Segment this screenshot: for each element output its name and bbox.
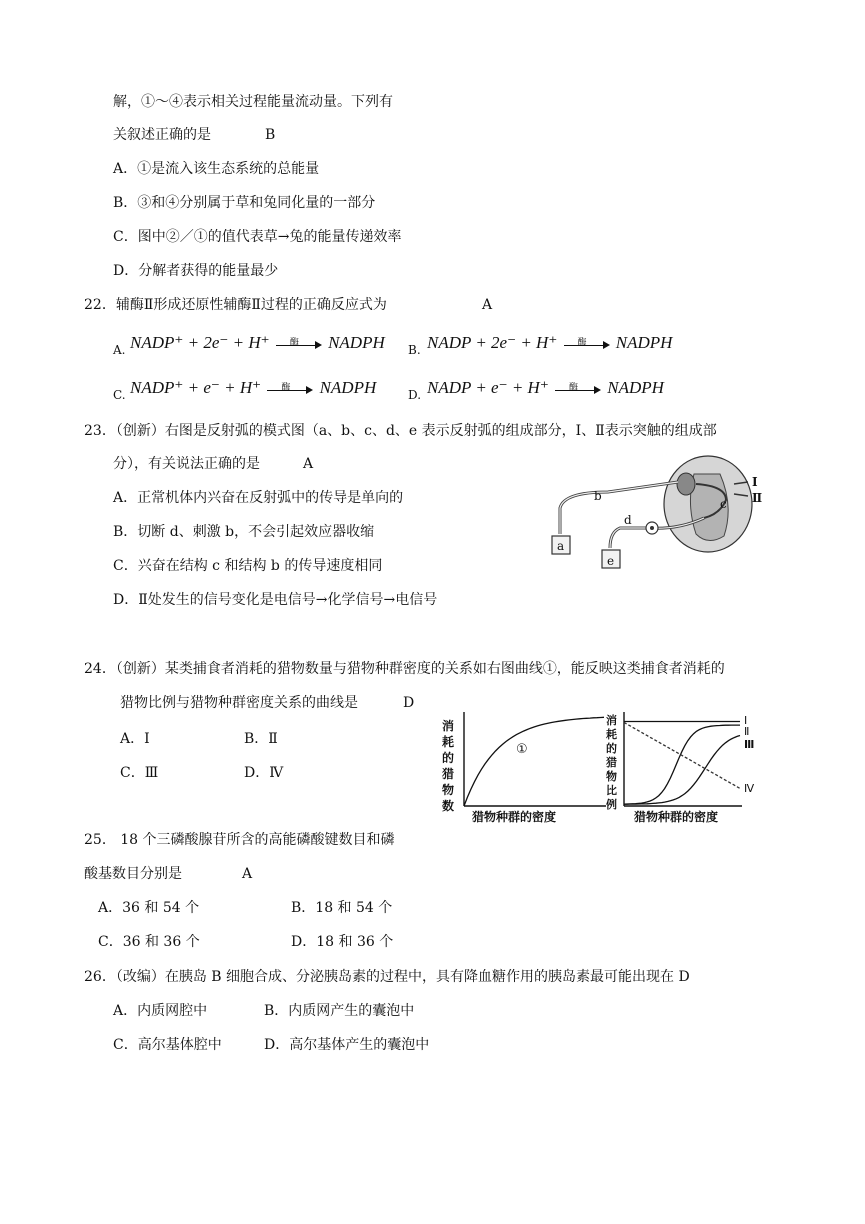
series-line-4 xyxy=(624,722,740,788)
label-b: b xyxy=(594,489,602,503)
chart2-legend-IV: Ⅳ xyxy=(744,782,755,795)
reflex-arc-figure xyxy=(548,452,770,574)
q22-product-d: NADPH xyxy=(607,378,664,397)
chart1-ylabel: 消耗的猎物数 xyxy=(442,719,455,813)
q22-equation-d xyxy=(427,377,664,399)
q24-option-a: A．Ⅰ xyxy=(120,731,150,747)
chart2-legend-I: Ⅰ xyxy=(744,714,748,727)
q25-option-b: B．18 和 54 个 xyxy=(291,900,393,916)
label-a: a xyxy=(557,539,565,553)
enzyme-label: 酶 xyxy=(577,337,587,348)
q22-lhs-b: NADP + 2e⁻ + H⁺ xyxy=(427,333,558,352)
chart2-svg xyxy=(604,706,776,824)
enzyme-label: 酶 xyxy=(281,382,291,393)
chart-consumed-prey xyxy=(438,706,610,824)
q21-option-b: B．③和④分别属于草和兔同化量的一部分 xyxy=(113,195,376,211)
q21-answer: B xyxy=(265,127,276,143)
chart2-legend-II: Ⅱ xyxy=(744,725,750,738)
q22-label-c: C. xyxy=(113,388,126,402)
enzyme-label: 酶 xyxy=(289,337,299,348)
q26-stem: 26．（改编）在胰岛 B 细胞合成、分泌胰岛素的过程中，具有降血糖作用的胰岛素最可能出现在 D xyxy=(84,969,690,985)
q23-option-b: B．切断 d、刺激 b，不会引起效应器收缩 xyxy=(113,524,375,540)
q21-stem-line1: 解，①～④表示相关过程能量流动量。下列有 xyxy=(113,94,393,110)
q22-answer: A xyxy=(482,297,493,313)
reaction-arrow-icon xyxy=(564,337,610,351)
label-c: c xyxy=(720,497,727,511)
q22-product-b: NADPH xyxy=(615,333,673,352)
chart2-xlabel: 猎物种群的密度 xyxy=(634,810,719,824)
q22-lhs-d: NADP + e⁻ + H⁺ xyxy=(427,378,549,397)
q23-option-c: C．兴奋在结构 c 和结构 b 的传导速度相同 xyxy=(113,558,383,574)
q22-equation-b xyxy=(427,332,672,354)
q26-option-a: A．内质网腔中 xyxy=(113,1003,208,1019)
reaction-arrow-icon xyxy=(555,382,601,396)
chart1-xlabel: 猎物种群的密度 xyxy=(472,810,557,824)
chart-prey-proportion xyxy=(604,706,776,824)
q21-option-a: A．①是流入该生态系统的总能量 xyxy=(113,161,320,177)
q24-option-b: B．Ⅱ xyxy=(244,731,278,747)
q21-option-d: D．分解者获得的能量最少 xyxy=(113,263,279,279)
q22-label-a: A. xyxy=(113,343,126,357)
enzyme-label: 酶 xyxy=(569,382,579,393)
q22-lhs-c: NADP⁺ + e⁻ + H⁺ xyxy=(130,378,262,397)
q24-option-c: C．Ⅲ xyxy=(120,765,159,781)
q24-stem-line1: 24．（创新）某类捕食者消耗的猎物数量与猎物种群密度的关系如右图曲线①，能反映这类捕食者消耗的 xyxy=(84,661,725,677)
q22-lhs-a: NADP⁺ + 2e⁻ + H⁺ xyxy=(130,333,270,352)
q22-label-d: D. xyxy=(408,388,422,402)
series-line-1 xyxy=(464,717,604,806)
q25-option-d: D．18 和 36 个 xyxy=(291,934,394,950)
q26-option-c: C．高尔基体腔中 xyxy=(113,1037,222,1053)
q23-stem-line1: 23．（创新）右图是反射弧的模式图（a、b、c、d、e 表示反射弧的组成部分，Ⅰ、Ⅱ表示突触的组成部 xyxy=(84,423,717,439)
q25-answer: A xyxy=(242,866,253,882)
chart2-legend-III: Ⅲ xyxy=(744,738,755,751)
reaction-arrow-icon xyxy=(267,382,313,396)
chart1-svg xyxy=(438,706,610,824)
q21-option-c: C．图中②／①的值代表草→兔的能量传递效率 xyxy=(113,229,402,245)
q25-option-a: A．36 和 54 个 xyxy=(98,900,200,916)
q22-stem: 22．辅酶Ⅱ形成还原性辅酶Ⅱ过程的正确反应式为 xyxy=(84,297,387,313)
q23-option-a: A．正常机体内兴奋在反射弧中的传导是单向的 xyxy=(113,490,404,506)
q22-equation-a xyxy=(130,332,385,354)
series-line-3 xyxy=(624,736,740,805)
q24-option-d: D．Ⅳ xyxy=(244,765,284,781)
q22-label-b: B. xyxy=(408,343,421,357)
q22-product-c: NADPH xyxy=(319,378,377,397)
q22-equation-c xyxy=(130,377,376,399)
q23-stem-line2: 分），有关说法正确的是 xyxy=(113,456,260,472)
q25-stem-line2: 酸基数目分别是 xyxy=(84,866,182,882)
label-II: Ⅱ xyxy=(752,491,763,505)
label-d: d xyxy=(624,513,632,527)
q22-product-a: NADPH xyxy=(328,333,385,352)
chart2-ylabel: 消耗的猎物比例 xyxy=(606,714,617,811)
label-e: e xyxy=(607,554,615,568)
chart1-series-label: ① xyxy=(516,742,528,757)
reaction-arrow-icon xyxy=(276,337,322,351)
q24-stem-line2: 猎物比例与猎物种群密度关系的曲线是 xyxy=(120,695,358,711)
q25-option-c: C．36 和 36 个 xyxy=(98,934,200,950)
q21-stem-line2: 关叙述正确的是 xyxy=(113,127,211,143)
q24-answer: D xyxy=(403,695,415,711)
q26-option-d: D．高尔基体产生的囊泡中 xyxy=(264,1037,430,1053)
q23-option-d: D．Ⅱ处发生的信号变化是电信号→化学信号→电信号 xyxy=(113,592,438,608)
label-I: Ⅰ xyxy=(752,475,758,489)
series-line-2 xyxy=(624,725,740,804)
q23-answer: A xyxy=(303,456,314,472)
q26-option-b: B．内质网产生的囊泡中 xyxy=(264,1003,415,1019)
q25-stem-line1: 25． 18 个三磷酸腺苷所含的高能磷酸键数目和磷 xyxy=(84,832,395,848)
